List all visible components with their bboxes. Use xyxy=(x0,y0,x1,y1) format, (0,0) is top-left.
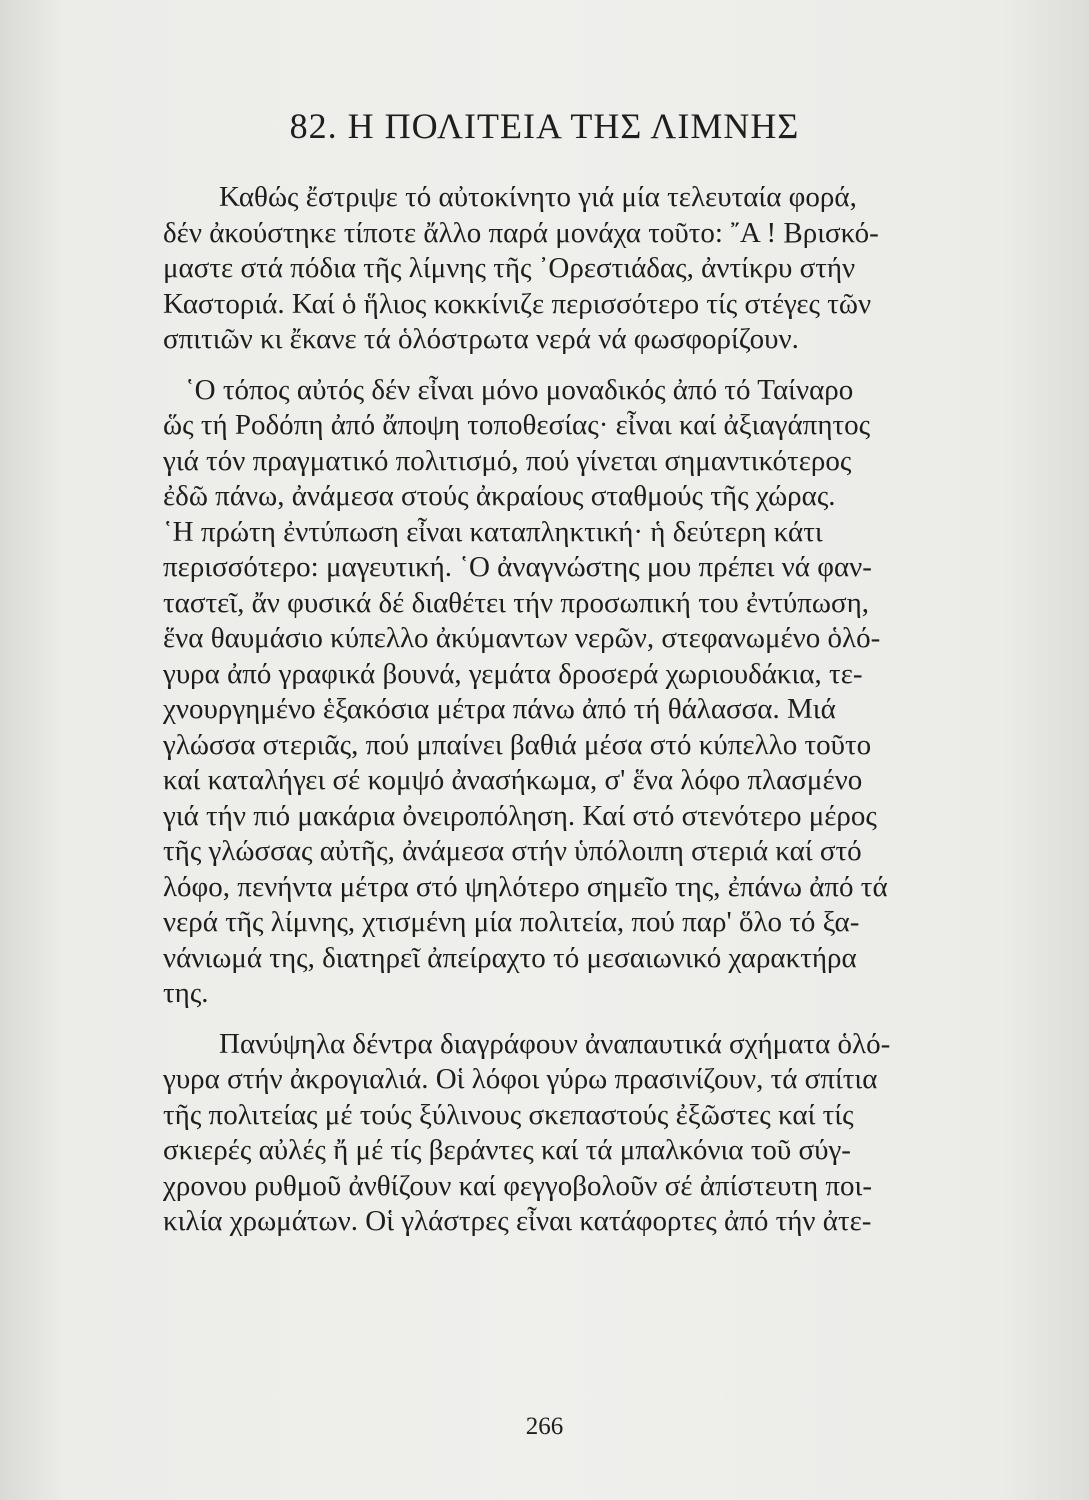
text-line: Καστοριά. Καί ὁ ἥλιος κοκκίνιζε περισσότερο τίς στέγες τῶν xyxy=(163,287,872,320)
text-line: ῾Ο τόπος αὐτός δέν εἶναι μόνο μοναδικός ἀπό τό Ταίναρο xyxy=(185,373,854,406)
text-line: νάνιωμά της, διατηρεῖ ἀπείραχτο τό μεσαιωνικό χαρακτήρα xyxy=(163,941,857,974)
paragraph-1 xyxy=(163,180,1023,358)
text-line: γλώσσα στεριᾶς, πού μπαίνει βαθιά μέσα στό κύπελλο τοῦτο xyxy=(163,728,872,761)
text-line: γιά τόν πραγματικό πολιτισμό, πού γίνεται σημαντικότερος xyxy=(163,444,852,477)
text-line: ὥς τή Ροδόπη ἀπό ἄποψη τοποθεσίας· εἶναι καί ἀξιαγάπητος xyxy=(163,409,871,441)
text-line: ταστεῖ, ἄν φυσικά δέ διαθέτει τήν προσωπική του ἐντύπωση, xyxy=(163,586,870,619)
text-line: Πανύψηλα δέντρα διαγράφουν ἀναπαυτικά σχήματα ὁλό- xyxy=(219,1027,891,1060)
text-line: χρονου ρυθμοῦ ἀνθίζουν καί φεγγοβολοῦν σέ ἀπίστευτη ποι- xyxy=(163,1169,872,1202)
paragraph-2 xyxy=(163,373,1023,1012)
text-line: σκιερές αὐλές ἤ μέ τίς βεράντες καί τά μπαλκόνια τοῦ σύγ- xyxy=(163,1134,851,1166)
text-line: γυρα ἀπό γραφικά βουνά, γεμάτα δροσερά χωριουδάκια, τε- xyxy=(163,657,863,690)
text-line: χνουργημένο ἑξακόσια μέτρα πάνω ἀπό τή θάλασσα. Μιά xyxy=(163,693,836,725)
text-line: μαστε στά πόδια τῆς λίμνης τῆς ᾿Ορεστιάδας, ἀντίκρυ στήν xyxy=(163,252,856,284)
text-line: περισσότερο: μαγευτική. ῾Ο ἀναγνώστης μου πρέπει νά φαν- xyxy=(163,551,872,583)
text-line: σπιτιῶν κι ἔκανε τά ὁλόστρωτα νερά νά φωσφορίζουν. xyxy=(163,323,799,355)
body-text xyxy=(163,180,1023,1240)
text-line: γυρα στήν ἀκρογιαλιά. Οἱ λόφοι γύρω πρασινίζουν, τά σπίτια xyxy=(163,1063,878,1095)
text-line: ἐδῶ πάνω, ἀνάμεσα στούς ἀκραίους σταθμούς τῆς χώρας. xyxy=(163,480,836,512)
chapter-title: 82. Η ΠΟΛΙΤΕΙΑ ΤΗΣ ΛΙΜΝΗΣ xyxy=(289,106,800,146)
page-number: 266 xyxy=(525,1413,564,1440)
paragraph-3 xyxy=(163,1027,1023,1240)
text-line: τῆς γλώσσας αὐτῆς, ἀνάμεσα στήν ὑπόλοιπη στεριά καί στό xyxy=(163,835,862,867)
text-line: δέν ἀκούστηκε τίποτε ἄλλο παρά μονάχα τοῦτο: ῎Α ! Βρισκό- xyxy=(163,216,879,249)
text-line: της. xyxy=(163,977,209,1009)
text-line: ῾Η πρώτη ἐντύπωση εἶναι καταπληκτική· ἡ δεύτερη κάτι xyxy=(163,515,823,548)
text-line: κιλία χρωμάτων. Οἱ γλάστρες εἶναι κατάφορτες ἀπό τήν ἀτε- xyxy=(163,1205,872,1237)
text-line: νερά τῆς λίμνης, χτισμένη μία πολιτεία, πού παρ' ὅλο τό ξα- xyxy=(163,906,860,938)
text-line: γιά τήν πιό μακάρια ὀνειροπόληση. Καί στό στενότερο μέρος xyxy=(163,799,877,832)
text-line: λόφο, πενήντα μέτρα στό ψηλότερο σημεῖο της, ἐπάνω ἀπό τά xyxy=(163,870,888,903)
text-line: ἕνα θαυμάσιο κύπελλο ἀκύμαντων νερῶν, στεφανωμένο ὁλό- xyxy=(163,622,881,654)
text-line: τῆς πολιτείας μέ τούς ξύλινους σκεπαστούς ἐξῶστες καί τίς xyxy=(163,1098,854,1131)
text-line: Καθώς ἔστριψε τό αὐτοκίνητο γιά μία τελευταία φορά, xyxy=(219,181,857,213)
text-line: καί καταλήγει σέ κομψό ἀνασήκωμα, σ' ἕνα λόφο πλασμένο xyxy=(163,764,863,796)
